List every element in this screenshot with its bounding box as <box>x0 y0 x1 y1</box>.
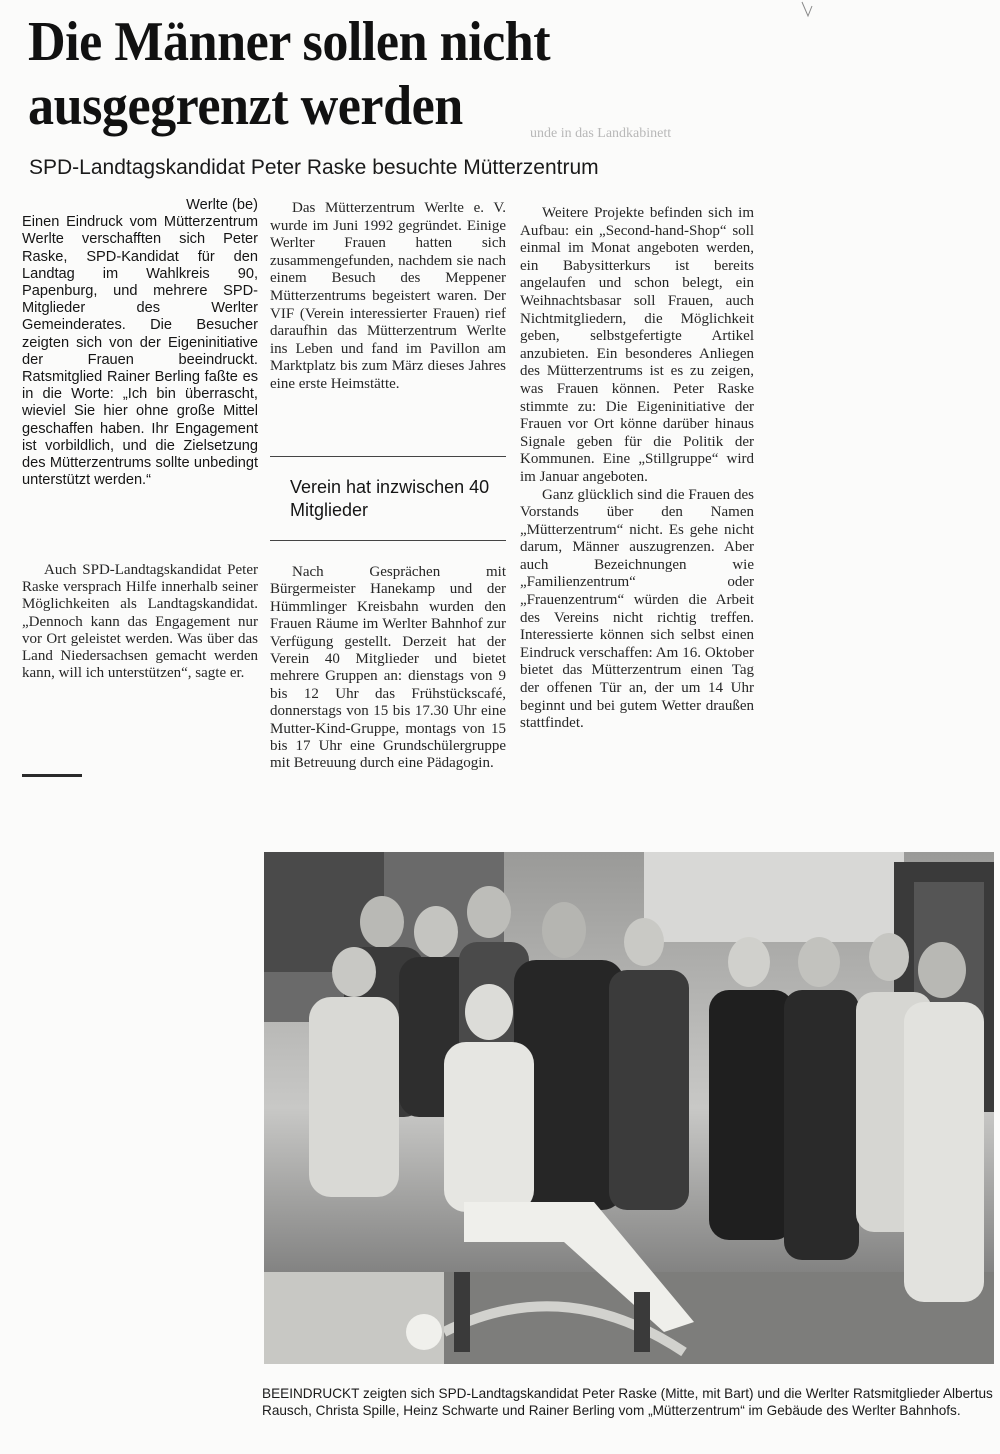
bleed-through-text: unde in das Landkabinett <box>530 126 672 141</box>
column-end-rule <box>22 774 82 777</box>
intertitle-rule-top <box>270 456 506 457</box>
column-3 <box>520 205 754 733</box>
column-2-paragraph-2: Nach Gesprächen mit Bürgermeister Hanekamp und der Hümmlinger Kreisbahn wurden den Frauen Räume im Werlter Bahnhof zur Verfügung gestellt. Derzeit hat der Verein 40 Mitglieder und bietet mehrere Gruppen an: dienstags von 9 bis 12 Uhr das Frühstückscafé, donnerstags von 15 bis 17.30 Uhr eine Mutter-Kind-Gruppe, montags von 15 bis 17 Uhr eine Grundschülergruppe mit Betreuung durch eine Pädagogin. <box>270 564 506 772</box>
column-1-paragraph: Auch SPD-Landtagskandidat Peter Raske versprach Hilfe innerhalb seiner Möglichkeiten als Landtagskandidat. „Dennoch kann das Engagement nur vor Ort geleistet werden. Was über das Land Niedersachsen gemacht werden kann, will ich unterstützen“, sagte er. <box>22 562 258 682</box>
intertitle-rule-bottom <box>270 540 506 541</box>
group-photo <box>264 852 994 1364</box>
subheadline: SPD-Landtagskandidat Peter Raske besuchte Mütterzentrum <box>29 156 599 179</box>
dateline: Werlte (be) <box>186 197 258 213</box>
column-2-paragraph-1: Das Mütterzentrum Werlte e. V. wurde im Juni 1992 gegründet. Einige Werlter Frauen hatten sich zusammengefunden, nachdem sie nach einem Besuch des Meppener Mütterzentrums begeistert waren. Der VIF (Verein interessierter Frauen) rief daraufhin das Mütterzentrum Werlte ins Leben und fand im Pavillon am Marktplatz bis zum März dieses Jahres eine erste Heimstätte. <box>270 200 506 392</box>
lead-text: Einen Eindruck vom Mütterzentrum Werlte verschafften sich Peter Raske, SPD-Kandidat für den Landtag im Wahlkreis 90, Papenburg, und mehrere SPD-Mitglieder des Werlter Gemeinderates. Die Besucher zeigten sich von der Eigeninitiative der Frauen beeindruckt. Ratsmitglied Rainer Berling faßte es in die Worte: „Ich bin überrascht, wieviel Sie hier ohne große Mittel geschaffen haben. Ihr Engagement ist vorbildlich, und die Zielsetzung des Mütterzentrums sollte unbedingt unterstützt werden.“ <box>22 214 258 489</box>
column-2-bottom <box>270 564 506 773</box>
column-1-body <box>22 562 258 682</box>
group-photo-icon <box>264 852 994 1364</box>
pen-mark-icon <box>800 0 830 26</box>
intertitle: Verein hat inzwischen 40 Mitglieder <box>290 477 490 520</box>
column-3-paragraph-2: Ganz glücklich sind die Frauen des Vorstands über den Namen „Mütterzentrum“ nicht. Es gehe nicht darum, Männer auszugrenzen. Aber auch Bezeichnungen wie „Familienzentrum“ oder „Frauenzentrum“ würden die Arbeit des Vereins nicht richtig treffen. Interessierte können sich selbst einen Eindruck verschaffen: Am 16. Oktober bietet das Mütterzentrum einen Tag der offenen Tür an, der um 14 Uhr beginnt und bei gutem Wetter draußen stattfindet. <box>520 486 754 732</box>
column-2-top <box>270 200 506 394</box>
photo-caption: BEEINDRUCKT zeigten sich SPD-Landtagskandidat Peter Raske (Mitte, mit Bart) und die Werlter Ratsmitglieder Albertus Rausch, Christa Spille, Heinz Schwarte und Rainer Berling vom „Mütterzentrum“ im Gebäude des Werlter Bahnhofs. <box>262 1386 993 1418</box>
lead-paragraph <box>22 197 258 489</box>
headline: Die Männer sollen nicht ausgegrenzt werden <box>28 11 551 137</box>
column-3-paragraph-1: Weitere Projekte befinden sich im Aufbau: ein „Second-hand-Shop“ soll einmal im Monat angeboten werden, ein Babysitterkurs ist bereits angelaufen und schon belegt, ein Weihnachtsbasar soll Frauen, auch Nichtmitgliedern, die Möglichkeit geben, selbstgefertigte Artikel anzubieten. Ein besonderes Anliegen des Mütterzentrums ist es zu zeigen, was Frauen können. Peter Raske stimmte zu: Die Eigeninitiative der Frauen vor Ort könne darüber hinaus Signale geben für die Politik der Kommunen. Eine „Stillgruppe“ wird im Januar angeboten. <box>520 205 754 485</box>
